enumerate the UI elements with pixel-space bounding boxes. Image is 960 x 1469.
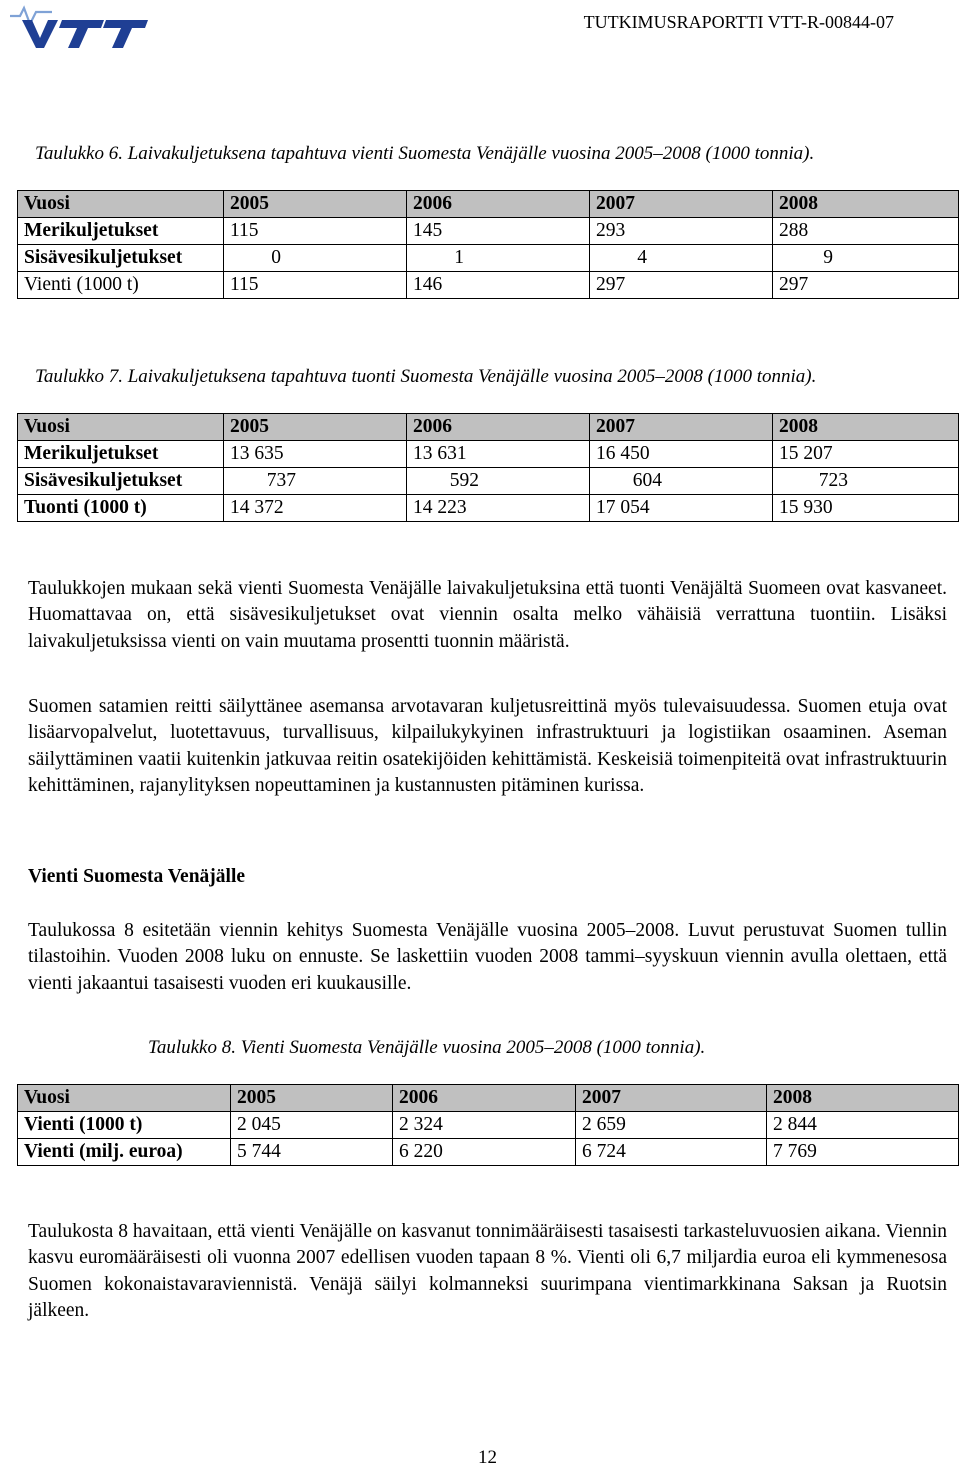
table-cell: 145 [407, 218, 590, 245]
header-cell: 2007 [576, 1085, 767, 1112]
table-cell: 6 220 [393, 1139, 576, 1166]
row-label: Sisävesikuljetukset [18, 468, 224, 495]
header-cell: 2008 [773, 191, 959, 218]
table-row [18, 245, 959, 272]
table-row [18, 218, 959, 245]
table-cell: 592 [407, 468, 590, 495]
table-row [18, 441, 959, 468]
table-cell: 1 [407, 245, 590, 272]
table-cell: 293 [590, 218, 773, 245]
table-header-row [18, 191, 959, 218]
paragraph: Taulukossa 8 esitetään viennin kehitys Suomesta Venäjälle vuosina 2005–2008. Luvut perustuvat Suomen tullin tilastoihin. Vuoden 2008 luku on ennuste. Se laskettiin vuoden 2008 tammi–syyskuun viennin avulla olettaen, että vienti jakaantui tasaisesti vuoden eri kuukausille. [28, 920, 947, 994]
paragraph: Taulukkojen mukaan sekä vienti Suomesta Venäjälle laivakuljetuksina että tuonti Venäjältä Suomeen ovat kasvaneet. Huomattavaa on, että sisävesikuljetukset ovat viennin osalta melko vähäisiä verrattuna tuontiin. Lisäksi laivakuljetuksissa vienti on vain muutama prosentti tuonnin määristä. [28, 578, 947, 652]
header-cell: 2006 [393, 1085, 576, 1112]
table8-caption: Taulukko 8. Vienti Suomesta Venäjälle vuosina 2005–2008 (1000 tonnia). [148, 1037, 706, 1058]
header-cell: 2008 [767, 1085, 959, 1112]
header-cell: 2007 [590, 414, 773, 441]
header-cell: 2007 [590, 191, 773, 218]
row-label: Sisävesikuljetukset [18, 245, 224, 272]
table-cell: 17 054 [590, 495, 773, 522]
table-cell: 115 [224, 218, 407, 245]
table-cell: 5 744 [231, 1139, 393, 1166]
table-cell: 737 [224, 468, 407, 495]
report-id: TUTKIMUSRAPORTTI VTT-R-00844-07 [583, 12, 894, 32]
table7 [17, 413, 959, 522]
table-cell: 6 724 [576, 1139, 767, 1166]
table7-caption: Taulukko 7. Laivakuljetuksena tapahtuva tuonti Suomesta Venäjälle vuosina 2005–2008 (1000 tonnia). [35, 366, 817, 387]
table-cell: 13 631 [407, 441, 590, 468]
header-cell: 2006 [407, 191, 590, 218]
table-cell: 723 [773, 468, 959, 495]
vtt-logo-icon [6, 2, 148, 52]
table-cell: 2 659 [576, 1112, 767, 1139]
table-cell: 115 [224, 272, 407, 299]
header-cell: 2008 [773, 414, 959, 441]
header-cell: Vuosi [18, 1085, 231, 1112]
table-cell: 2 045 [231, 1112, 393, 1139]
table-cell: 14 372 [224, 495, 407, 522]
table-row [18, 495, 959, 522]
header-cell: 2005 [224, 191, 407, 218]
table-header-row [18, 1085, 959, 1112]
header-cell: Vuosi [18, 191, 224, 218]
table-cell: 297 [590, 272, 773, 299]
table-cell: 9 [773, 245, 959, 272]
table-cell: 2 844 [767, 1112, 959, 1139]
row-label: Vienti (1000 t) [18, 272, 224, 299]
table-cell: 4 [590, 245, 773, 272]
row-label: Vienti (milj. euroa) [18, 1139, 231, 1166]
table6-caption: Taulukko 6. Laivakuljetuksena tapahtuva vienti Suomesta Venäjälle vuosina 2005–2008 (1000 tonnia). [35, 143, 815, 164]
table-cell: 146 [407, 272, 590, 299]
header-cell: 2006 [407, 414, 590, 441]
table-cell: 7 769 [767, 1139, 959, 1166]
row-label: Merikuljetukset [18, 218, 224, 245]
header-cell: 2005 [224, 414, 407, 441]
table-cell: 2 324 [393, 1112, 576, 1139]
table8 [17, 1084, 959, 1166]
table-row [18, 1112, 959, 1139]
table-header-row [18, 414, 959, 441]
paragraph: Suomen satamien reitti säilyttänee asemansa arvotavaran kuljetusreittinä myös tulevaisuudessa. Suomen etuja ovat lisäarvopalvelut, luotettavuus, turvallisuus, kilpailukykyinen infrastruktuuri ja logistiikan osaaminen. Aseman säilyttäminen vaatii kuitenkin jatkuvaa reitin osatekijöiden kehittämistä. Keskeisiä toimenpiteitä ovat infrastruktuurin kehittäminen, rajanylityksen nopeuttaminen ja kustannusten pitäminen kurissa. [28, 696, 947, 796]
table-row [18, 468, 959, 495]
section-heading: Vienti Suomesta Venäjälle [28, 866, 246, 887]
table-cell: 15 207 [773, 441, 959, 468]
table-cell: 604 [590, 468, 773, 495]
paragraph: Taulukosta 8 havaitaan, että vienti Venäjälle on kasvanut tonnimääräisesti tasaisesti tarkasteluvuosien aikana. Viennin kasvu euromääräisesti oli vuonna 2007 edellisen vuoden tapaan 8 %. Vienti oli 6,7 miljardia euroa eli kymmenesosa Suomen kokonaistavaraviennistä. Venäjä säilyi kolmanneksi suurimpana vientimarkkinana Saksan ja Ruotsin jälkeen. [28, 1221, 947, 1321]
table-cell: 288 [773, 218, 959, 245]
row-label: Merikuljetukset [18, 441, 224, 468]
table-cell: 0 [224, 245, 407, 272]
header-cell: Vuosi [18, 414, 224, 441]
row-label: Vienti (1000 t) [18, 1112, 231, 1139]
table-cell: 13 635 [224, 441, 407, 468]
table-cell: 16 450 [590, 441, 773, 468]
header-cell: 2005 [231, 1085, 393, 1112]
table-cell: 14 223 [407, 495, 590, 522]
table-row [18, 1139, 959, 1166]
table6 [17, 190, 959, 299]
table-cell: 297 [773, 272, 959, 299]
table-row [18, 272, 959, 299]
page-number: 12 [478, 1447, 497, 1468]
row-label: Tuonti (1000 t) [18, 495, 224, 522]
table-cell: 15 930 [773, 495, 959, 522]
